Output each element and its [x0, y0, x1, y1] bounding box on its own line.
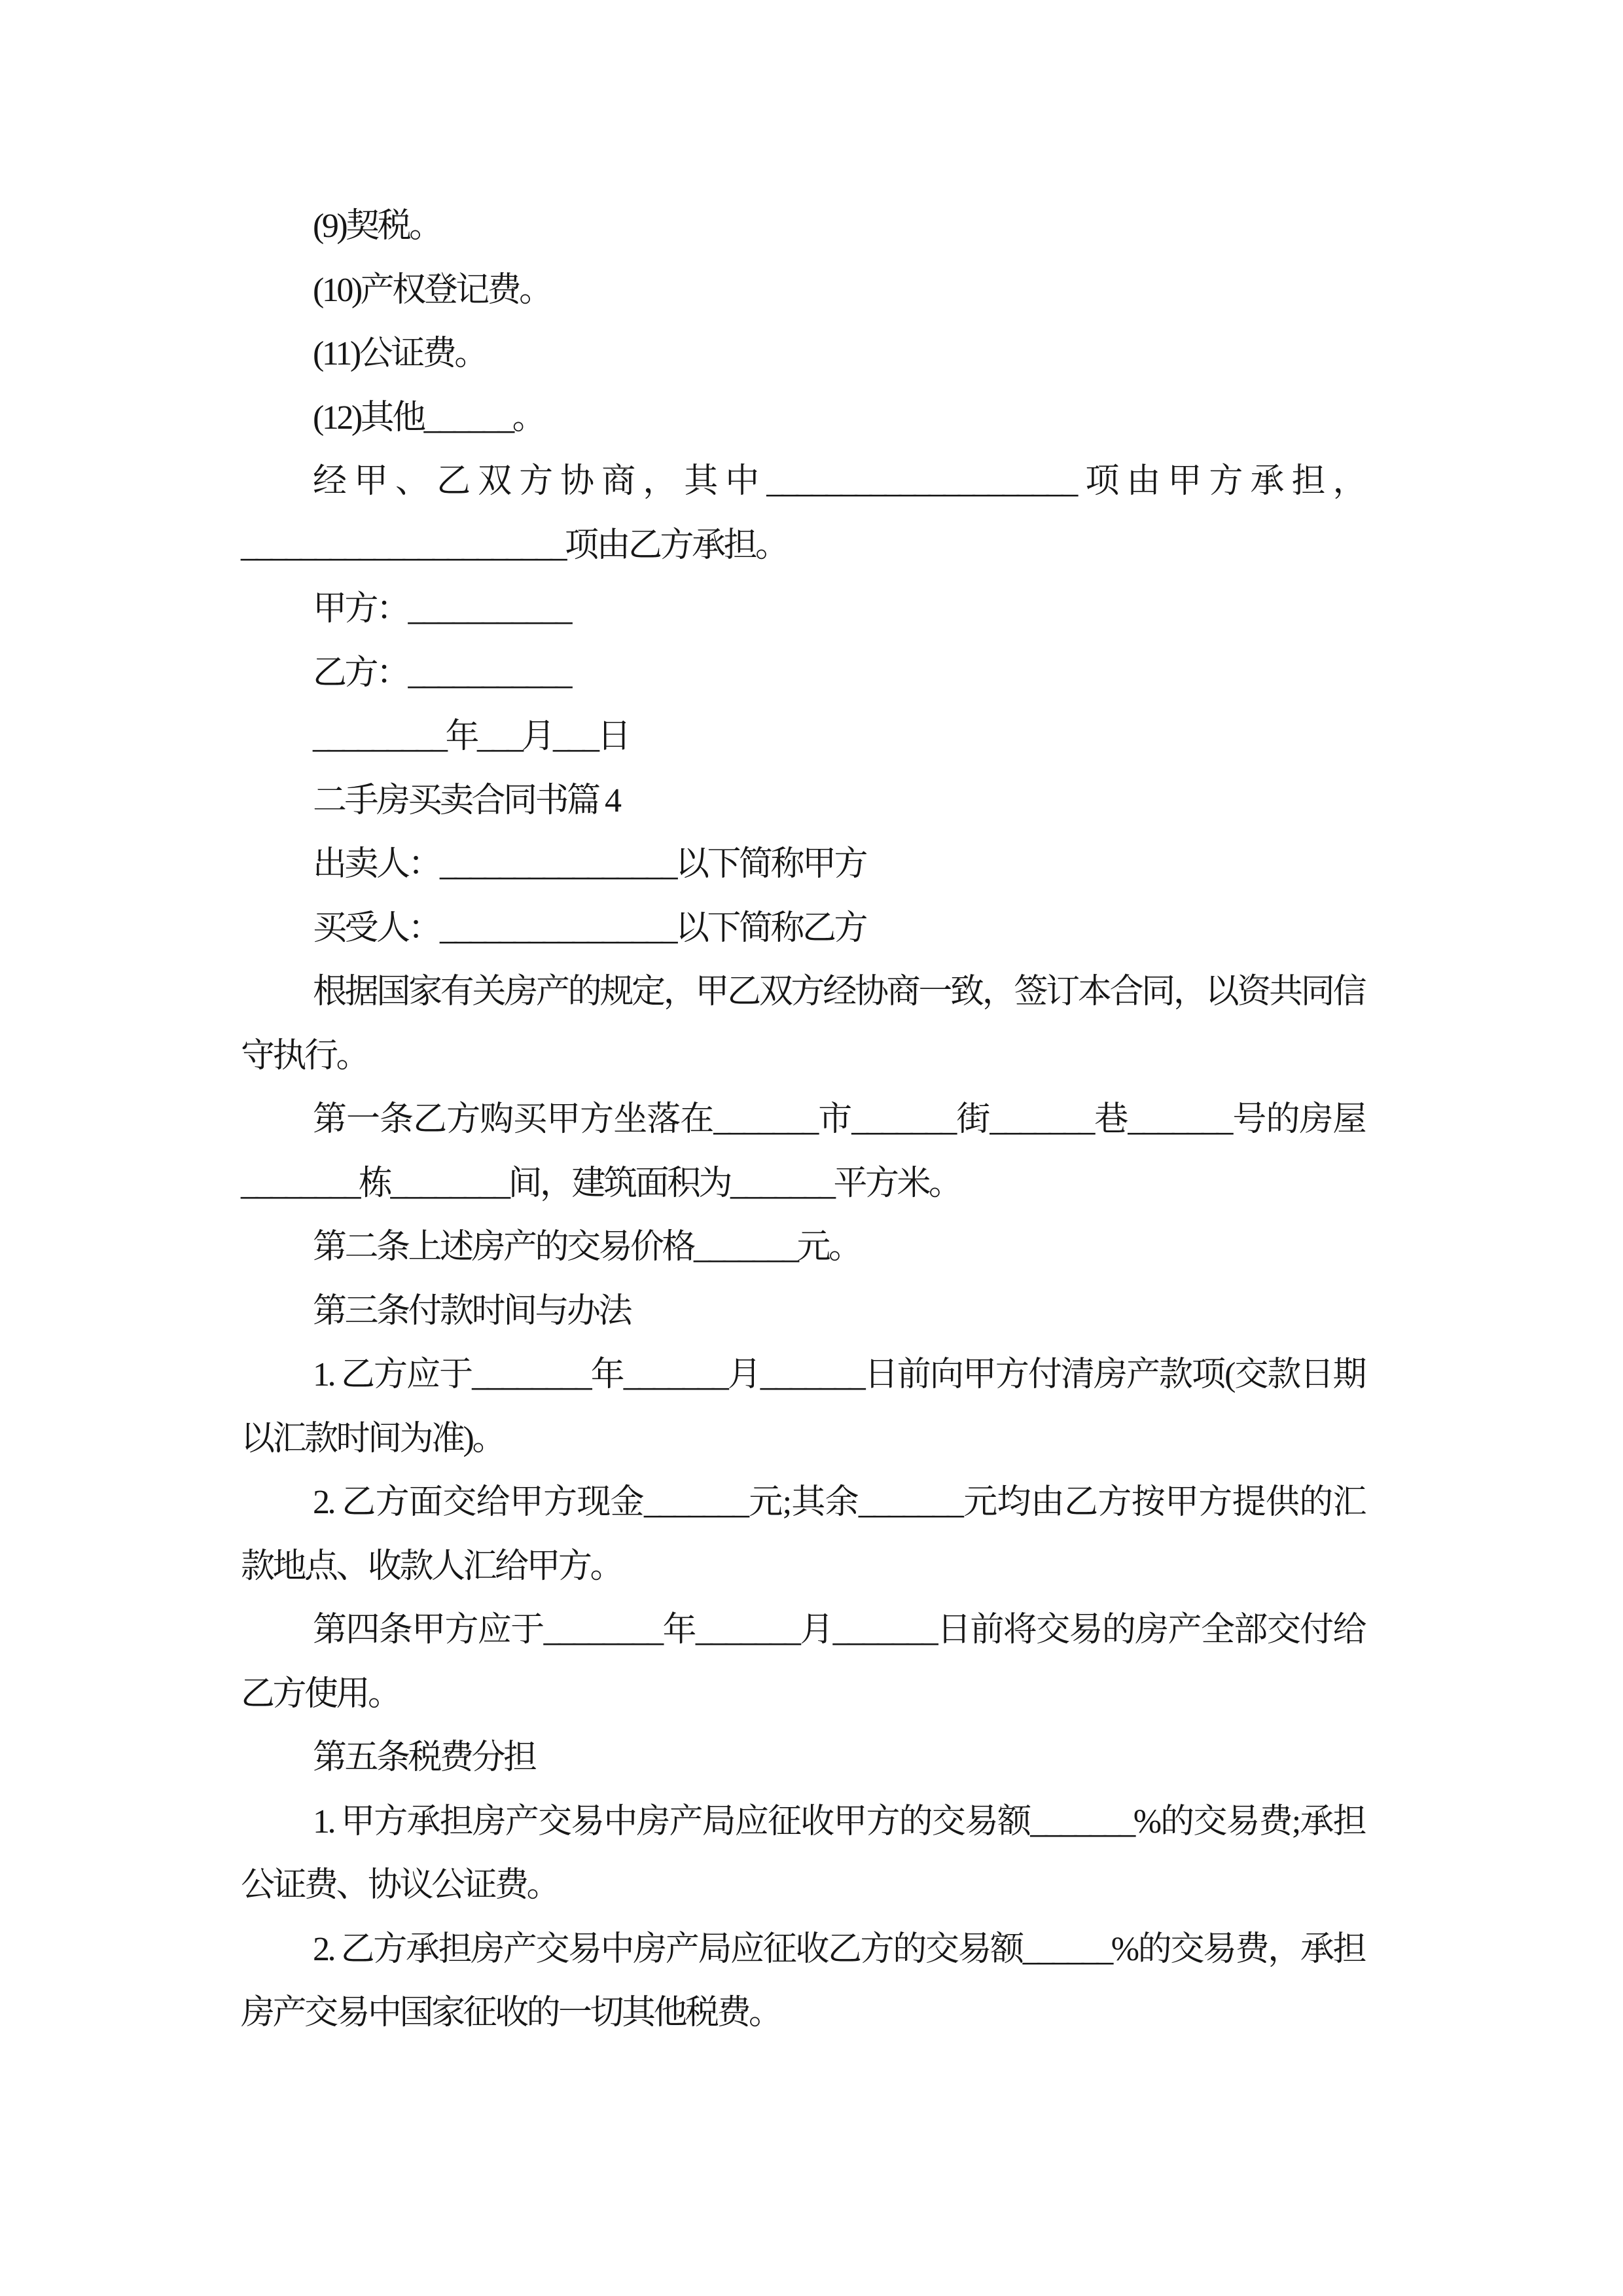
contract-line-clause-5-item-1-cont: 公证费、协议公证费。 [241, 1867, 559, 1904]
contract-line-clause-3-item-2-cont: 款地点、收款人汇给甲方。 [241, 1547, 622, 1585]
section-title: 二手房买卖合同书篇 4 [313, 781, 620, 819]
contract-line-clause-5: 第五条税费分担 [313, 1739, 535, 1776]
contract-line-fee-item-12: (12)其他______。 [313, 399, 544, 437]
contract-line-clause-3-item-1-cont: 以汇款时间为准)。 [241, 1420, 504, 1458]
contract-line-date: _________年___月___日 [313, 718, 630, 755]
contract-line-clause-5-item-2-cont: 房产交易中国家征收的一切其他税费。 [241, 1994, 781, 2032]
contract-line-fee-item-9: (9)契税。 [313, 207, 441, 245]
contract-line-buyer: 买受人：________________以下简称乙方 [313, 909, 866, 947]
contract-line-preamble: 根据国家有关房产的规定，甲乙双方经协商一致，签订本合同，以资共同信 [313, 973, 1364, 1011]
contract-line-party-b-signature: 乙方：___________ [313, 654, 571, 692]
contract-line-clause-3-item-1: 1. 乙方应于________年_______月_______日前向甲方付清房产款项(交款日期 [313, 1356, 1364, 1393]
contract-line-seller: 出卖人：________________以下简称甲方 [313, 846, 866, 883]
contract-line-clause-5-item-1: 1. 甲方承担房产交易中房产局应征收甲方的交易额_______%的交易费;承担 [313, 1803, 1364, 1840]
contract-line-fee-allocation: 经甲、乙双方协商，其中_____________________项由甲方承担， [313, 463, 1364, 500]
contract-line-clause-1: 第一条乙方购买甲方坐落在_______市_______街_______巷_______号的房屋 [313, 1101, 1364, 1138]
contract-line-clause-4-cont: 乙方使用。 [241, 1675, 400, 1713]
contract-body [241, 194, 1364, 2045]
contract-line-fee-item-10: (10)产权登记费。 [313, 271, 551, 309]
contract-line-clause-3: 第三条付款时间与办法 [313, 1292, 631, 1330]
contract-line-clause-1-cont: ________栋________间，建筑面积为_______平方米。 [241, 1164, 961, 1202]
contract-line-clause-3-item-2: 2. 乙方面交给甲方现金_______元;其余_______元均由乙方按甲方提供的汇 [313, 1484, 1364, 1521]
contract-line-clause-4: 第四条甲方应于________年_______月_______日前将交易的房产全部交付给 [313, 1611, 1364, 1649]
contract-line-party-a-signature: 甲方：___________ [313, 590, 571, 628]
contract-line-clause-2: 第二条上述房产的交易价格_______元。 [313, 1229, 861, 1266]
contract-line-clause-5-item-2: 2. 乙方承担房产交易中房产局应征收乙方的交易额______%的交易费，承担 [313, 1930, 1364, 1968]
contract-line-fee-item-11: (11)公证费。 [313, 335, 486, 372]
contract-line-fee-allocation-cont: ______________________项由乙方承担。 [241, 526, 787, 564]
contract-line-preamble-cont: 守执行。 [241, 1037, 368, 1075]
